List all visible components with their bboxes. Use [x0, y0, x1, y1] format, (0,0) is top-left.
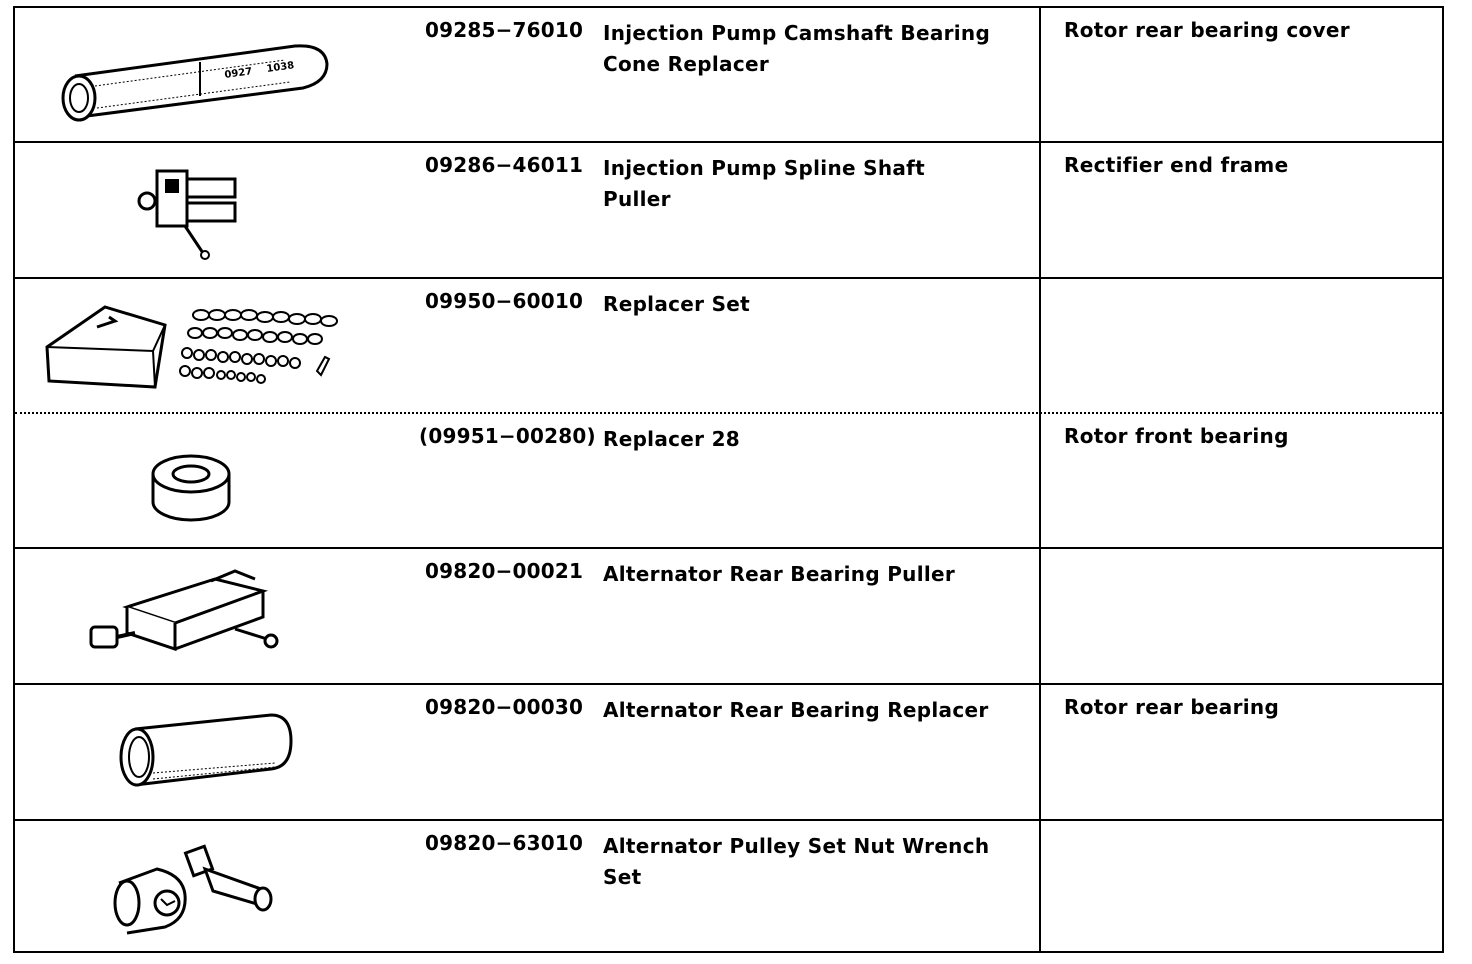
sleeve-marking-b: 1038 [265, 60, 295, 75]
pulley-set-nut-wrench-icon [35, 829, 395, 947]
tool-name [603, 559, 1023, 590]
part-number: 09820−00030 [425, 695, 584, 719]
tool-name-line1: Injection Pump Camshaft Bearing [603, 21, 991, 45]
table-row [15, 549, 1442, 685]
tool-name-line2: Cone Replacer [603, 52, 769, 76]
tool-name-line1: Alternator Rear Bearing Replacer [603, 698, 989, 722]
part-number: 09286−46011 [425, 153, 584, 177]
table-row [15, 279, 1442, 414]
tool-name-line2: Puller [603, 187, 671, 211]
special-service-tools-table [13, 6, 1444, 953]
tool-name [603, 424, 1023, 455]
table-row [15, 685, 1442, 821]
tool-name-line1: Replacer Set [603, 292, 751, 316]
application-part: Rotor front bearing [1064, 424, 1289, 448]
replacer-28-icon [35, 422, 395, 540]
part-number: 09285−76010 [425, 18, 584, 42]
replacer-set-icon [35, 287, 395, 405]
part-number: (09951−00280) [419, 424, 596, 448]
table-row [15, 8, 1442, 143]
tool-name [603, 831, 1023, 893]
tool-name-line1: Replacer 28 [603, 427, 741, 451]
part-number: 09820−63010 [425, 831, 584, 855]
tool-name [603, 153, 1023, 215]
tool-name-line2: Set [603, 865, 642, 889]
tool-name [603, 289, 1023, 320]
tool-name [603, 695, 1023, 726]
tool-name [603, 18, 1023, 80]
rear-bearing-replacer-icon [35, 693, 395, 811]
application-part: Rotor rear bearing cover [1064, 18, 1350, 42]
part-number: 09950−60010 [425, 289, 584, 313]
table-row [15, 414, 1442, 549]
table-row [15, 143, 1442, 279]
sleeve-marking-a: 0927 [223, 66, 253, 81]
application-part: Rectifier end frame [1064, 153, 1289, 177]
camshaft-bearing-cone-replacer-icon [35, 16, 395, 134]
part-number: 09820−00021 [425, 559, 584, 583]
spline-shaft-puller-icon [35, 151, 395, 269]
tool-name-line1: Alternator Pulley Set Nut Wrench [603, 834, 990, 858]
rear-bearing-puller-icon [35, 557, 395, 675]
tool-name-line1: Injection Pump Spline Shaft [603, 156, 926, 180]
table-row [15, 821, 1442, 951]
tool-name-line1: Alternator Rear Bearing Puller [603, 562, 956, 586]
application-part: Rotor rear bearing [1064, 695, 1280, 719]
